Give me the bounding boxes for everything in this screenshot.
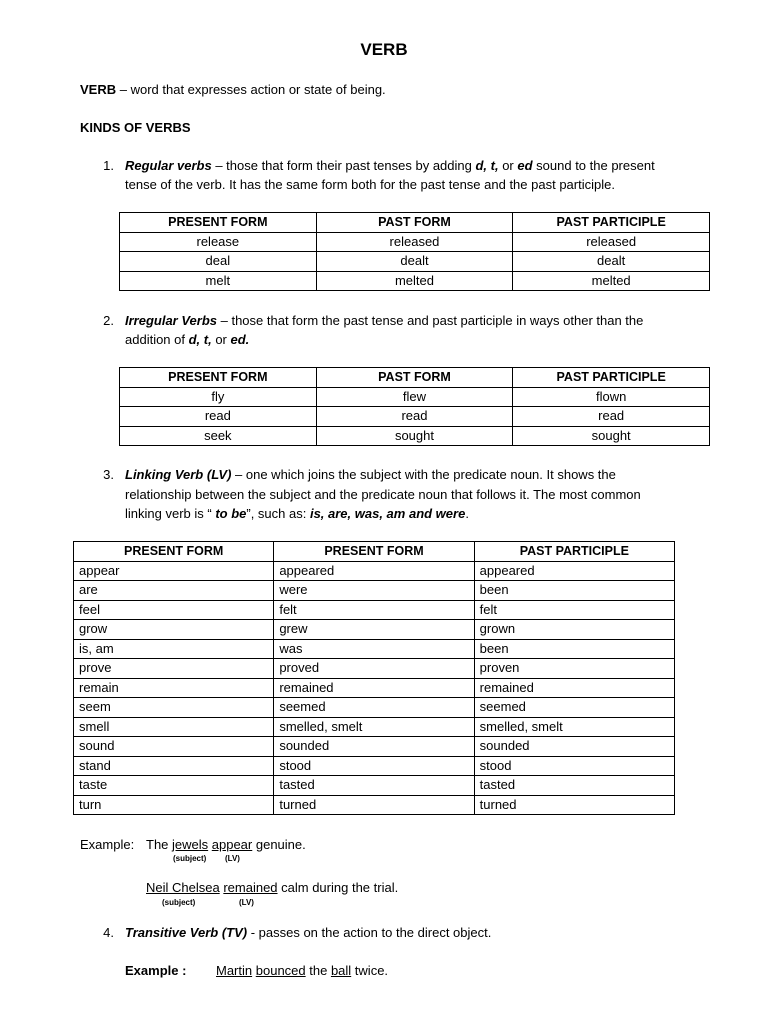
section-line: Irregular Verbs – those that form the past tense and past participle in ways other than the xyxy=(125,313,644,328)
section-line: addition of d, t, or ed. xyxy=(125,332,250,347)
table-cell: appeared xyxy=(474,561,674,581)
table-cell: sound xyxy=(74,737,274,757)
section-number: 3. xyxy=(103,467,114,482)
table-row xyxy=(74,639,675,659)
column-header: PRESENT FORM xyxy=(120,368,317,388)
table-cell: read xyxy=(513,407,710,427)
verb-tag: (LV) xyxy=(239,898,254,907)
example-verb: remained xyxy=(223,880,278,895)
table-cell: flew xyxy=(316,387,513,407)
column-header: PAST PARTICIPLE xyxy=(513,213,710,233)
table-cell: appear xyxy=(74,561,274,581)
example-object: ball xyxy=(330,963,352,978)
verb-definition xyxy=(80,80,386,100)
section-line: Linking Verb (LV) – one which joins the subject with the predicate noun. It shows the xyxy=(125,467,616,482)
table-row xyxy=(74,600,675,620)
table-cell: turned xyxy=(474,795,674,815)
table-cell: tasted xyxy=(474,776,674,796)
table-cell: grown xyxy=(474,620,674,640)
page-title: VERB xyxy=(360,40,408,59)
table-cell: was xyxy=(274,639,474,659)
table-cell: is, am xyxy=(74,639,274,659)
column-header: PAST PARTICIPLE xyxy=(513,368,710,388)
table-cell: seemed xyxy=(474,698,674,718)
example-sentence: The jewels appear genuine. xyxy=(146,837,306,852)
table-cell: melted xyxy=(513,271,710,291)
table-cell: been xyxy=(474,581,674,601)
table-cell: melted xyxy=(316,271,513,291)
table-header-row xyxy=(120,213,710,233)
table-cell: grew xyxy=(274,620,474,640)
table-cell: turn xyxy=(74,795,274,815)
column-header: PAST FORM xyxy=(316,213,513,233)
table-cell: appeared xyxy=(274,561,474,581)
table-cell: stood xyxy=(274,756,474,776)
table-cell: smelled, smelt xyxy=(274,717,474,737)
table-cell: tasted xyxy=(274,776,474,796)
table-cell: read xyxy=(120,407,317,427)
verb-table xyxy=(119,212,710,291)
table-cell: released xyxy=(513,232,710,252)
table-cell: were xyxy=(274,581,474,601)
column-header: PRESENT FORM xyxy=(74,542,274,562)
verb-table xyxy=(119,367,710,446)
table-cell: feel xyxy=(74,600,274,620)
table-row xyxy=(74,581,675,601)
table-row xyxy=(120,271,710,291)
table-row xyxy=(74,737,675,757)
column-header: PRESENT FORM xyxy=(120,213,317,233)
table-cell: stand xyxy=(74,756,274,776)
table-cell: grow xyxy=(74,620,274,640)
table-cell: are xyxy=(74,581,274,601)
section-line: Regular verbs – those that form their past tenses by adding d, t, or ed sound to the present xyxy=(125,158,655,173)
table-cell: dealt xyxy=(513,252,710,272)
table-cell: stood xyxy=(474,756,674,776)
table-row xyxy=(120,426,710,446)
table-row xyxy=(74,717,675,737)
table-cell: proved xyxy=(274,659,474,679)
table-row xyxy=(120,407,710,427)
table-cell: turned xyxy=(274,795,474,815)
table-cell: sounded xyxy=(474,737,674,757)
table-cell: sought xyxy=(513,426,710,446)
table-header-row xyxy=(74,542,675,562)
section-number: 4. xyxy=(103,925,114,940)
section-number: 2. xyxy=(103,313,114,328)
table-cell: smell xyxy=(74,717,274,737)
table-row xyxy=(74,698,675,718)
example-subject: Martin xyxy=(216,963,253,978)
table-row xyxy=(120,252,710,272)
table-cell: flown xyxy=(513,387,710,407)
example-label: Example : xyxy=(125,963,187,978)
section-name: Linking Verb (LV) xyxy=(125,467,232,482)
linking-verb-table xyxy=(73,541,675,815)
table-row xyxy=(120,387,710,407)
subject-tag: (subject) xyxy=(173,854,207,863)
definition-term: VERB xyxy=(80,82,117,97)
table-cell: proven xyxy=(474,659,674,679)
table-cell: taste xyxy=(74,776,274,796)
table-row xyxy=(74,776,675,796)
column-header: PAST PARTICIPLE xyxy=(474,542,674,562)
table-cell: sought xyxy=(316,426,513,446)
column-header: PAST FORM xyxy=(316,368,513,388)
section-name: Irregular Verbs xyxy=(125,313,218,328)
table-cell: dealt xyxy=(316,252,513,272)
example-subject: jewels xyxy=(172,837,209,852)
table-cell: felt xyxy=(274,600,474,620)
example-label: Example: xyxy=(80,837,135,852)
table-cell: fly xyxy=(120,387,317,407)
section-number: 1. xyxy=(103,158,114,173)
section-line: Transitive Verb (TV) - passes on the action to the direct object. xyxy=(125,925,492,940)
table-cell: sounded xyxy=(274,737,474,757)
table-cell: smelled, smelt xyxy=(474,717,674,737)
table-cell: felt xyxy=(474,600,674,620)
example-verb: appear xyxy=(211,837,253,852)
section-name: Regular verbs xyxy=(125,158,212,173)
example-subject: Neil Chelsea xyxy=(146,880,220,895)
table-row xyxy=(74,756,675,776)
table-cell: released xyxy=(316,232,513,252)
example-verb: bounced xyxy=(255,963,306,978)
table-row xyxy=(74,561,675,581)
section-name: Transitive Verb (TV) xyxy=(125,925,248,940)
table-cell: melt xyxy=(120,271,317,291)
kinds-heading: KINDS OF VERBS xyxy=(80,120,191,135)
table-cell: remain xyxy=(74,678,274,698)
table-cell: remained xyxy=(274,678,474,698)
table-row xyxy=(74,620,675,640)
table-cell: seemed xyxy=(274,698,474,718)
verb-tag: (LV) xyxy=(225,854,240,863)
table-cell: release xyxy=(120,232,317,252)
table-row xyxy=(74,678,675,698)
table-header-row xyxy=(120,368,710,388)
example-sentence: Martin bounced the ball twice. xyxy=(216,963,389,978)
table-cell: remained xyxy=(474,678,674,698)
section-line: tense of the verb. It has the same form both for the past tense and the past participle. xyxy=(125,177,615,192)
table-row xyxy=(74,795,675,815)
subject-tag: (subject) xyxy=(162,898,196,907)
table-cell: been xyxy=(474,639,674,659)
definition-text: – word that expresses action or state of being. xyxy=(116,82,386,97)
table-row xyxy=(120,232,710,252)
example-sentence: Neil Chelsea remained calm during the trial. xyxy=(146,880,399,895)
table-cell: prove xyxy=(74,659,274,679)
table-row xyxy=(74,659,675,679)
table-cell: read xyxy=(316,407,513,427)
table-cell: deal xyxy=(120,252,317,272)
section-line: linking verb is “ to be”, such as: is, are, was, am and were. xyxy=(125,506,469,521)
table-cell: seek xyxy=(120,426,317,446)
section-line: relationship between the subject and the predicate noun that follows it. The most common xyxy=(125,487,641,502)
column-header: PRESENT FORM xyxy=(274,542,474,562)
table-cell: seem xyxy=(74,698,274,718)
